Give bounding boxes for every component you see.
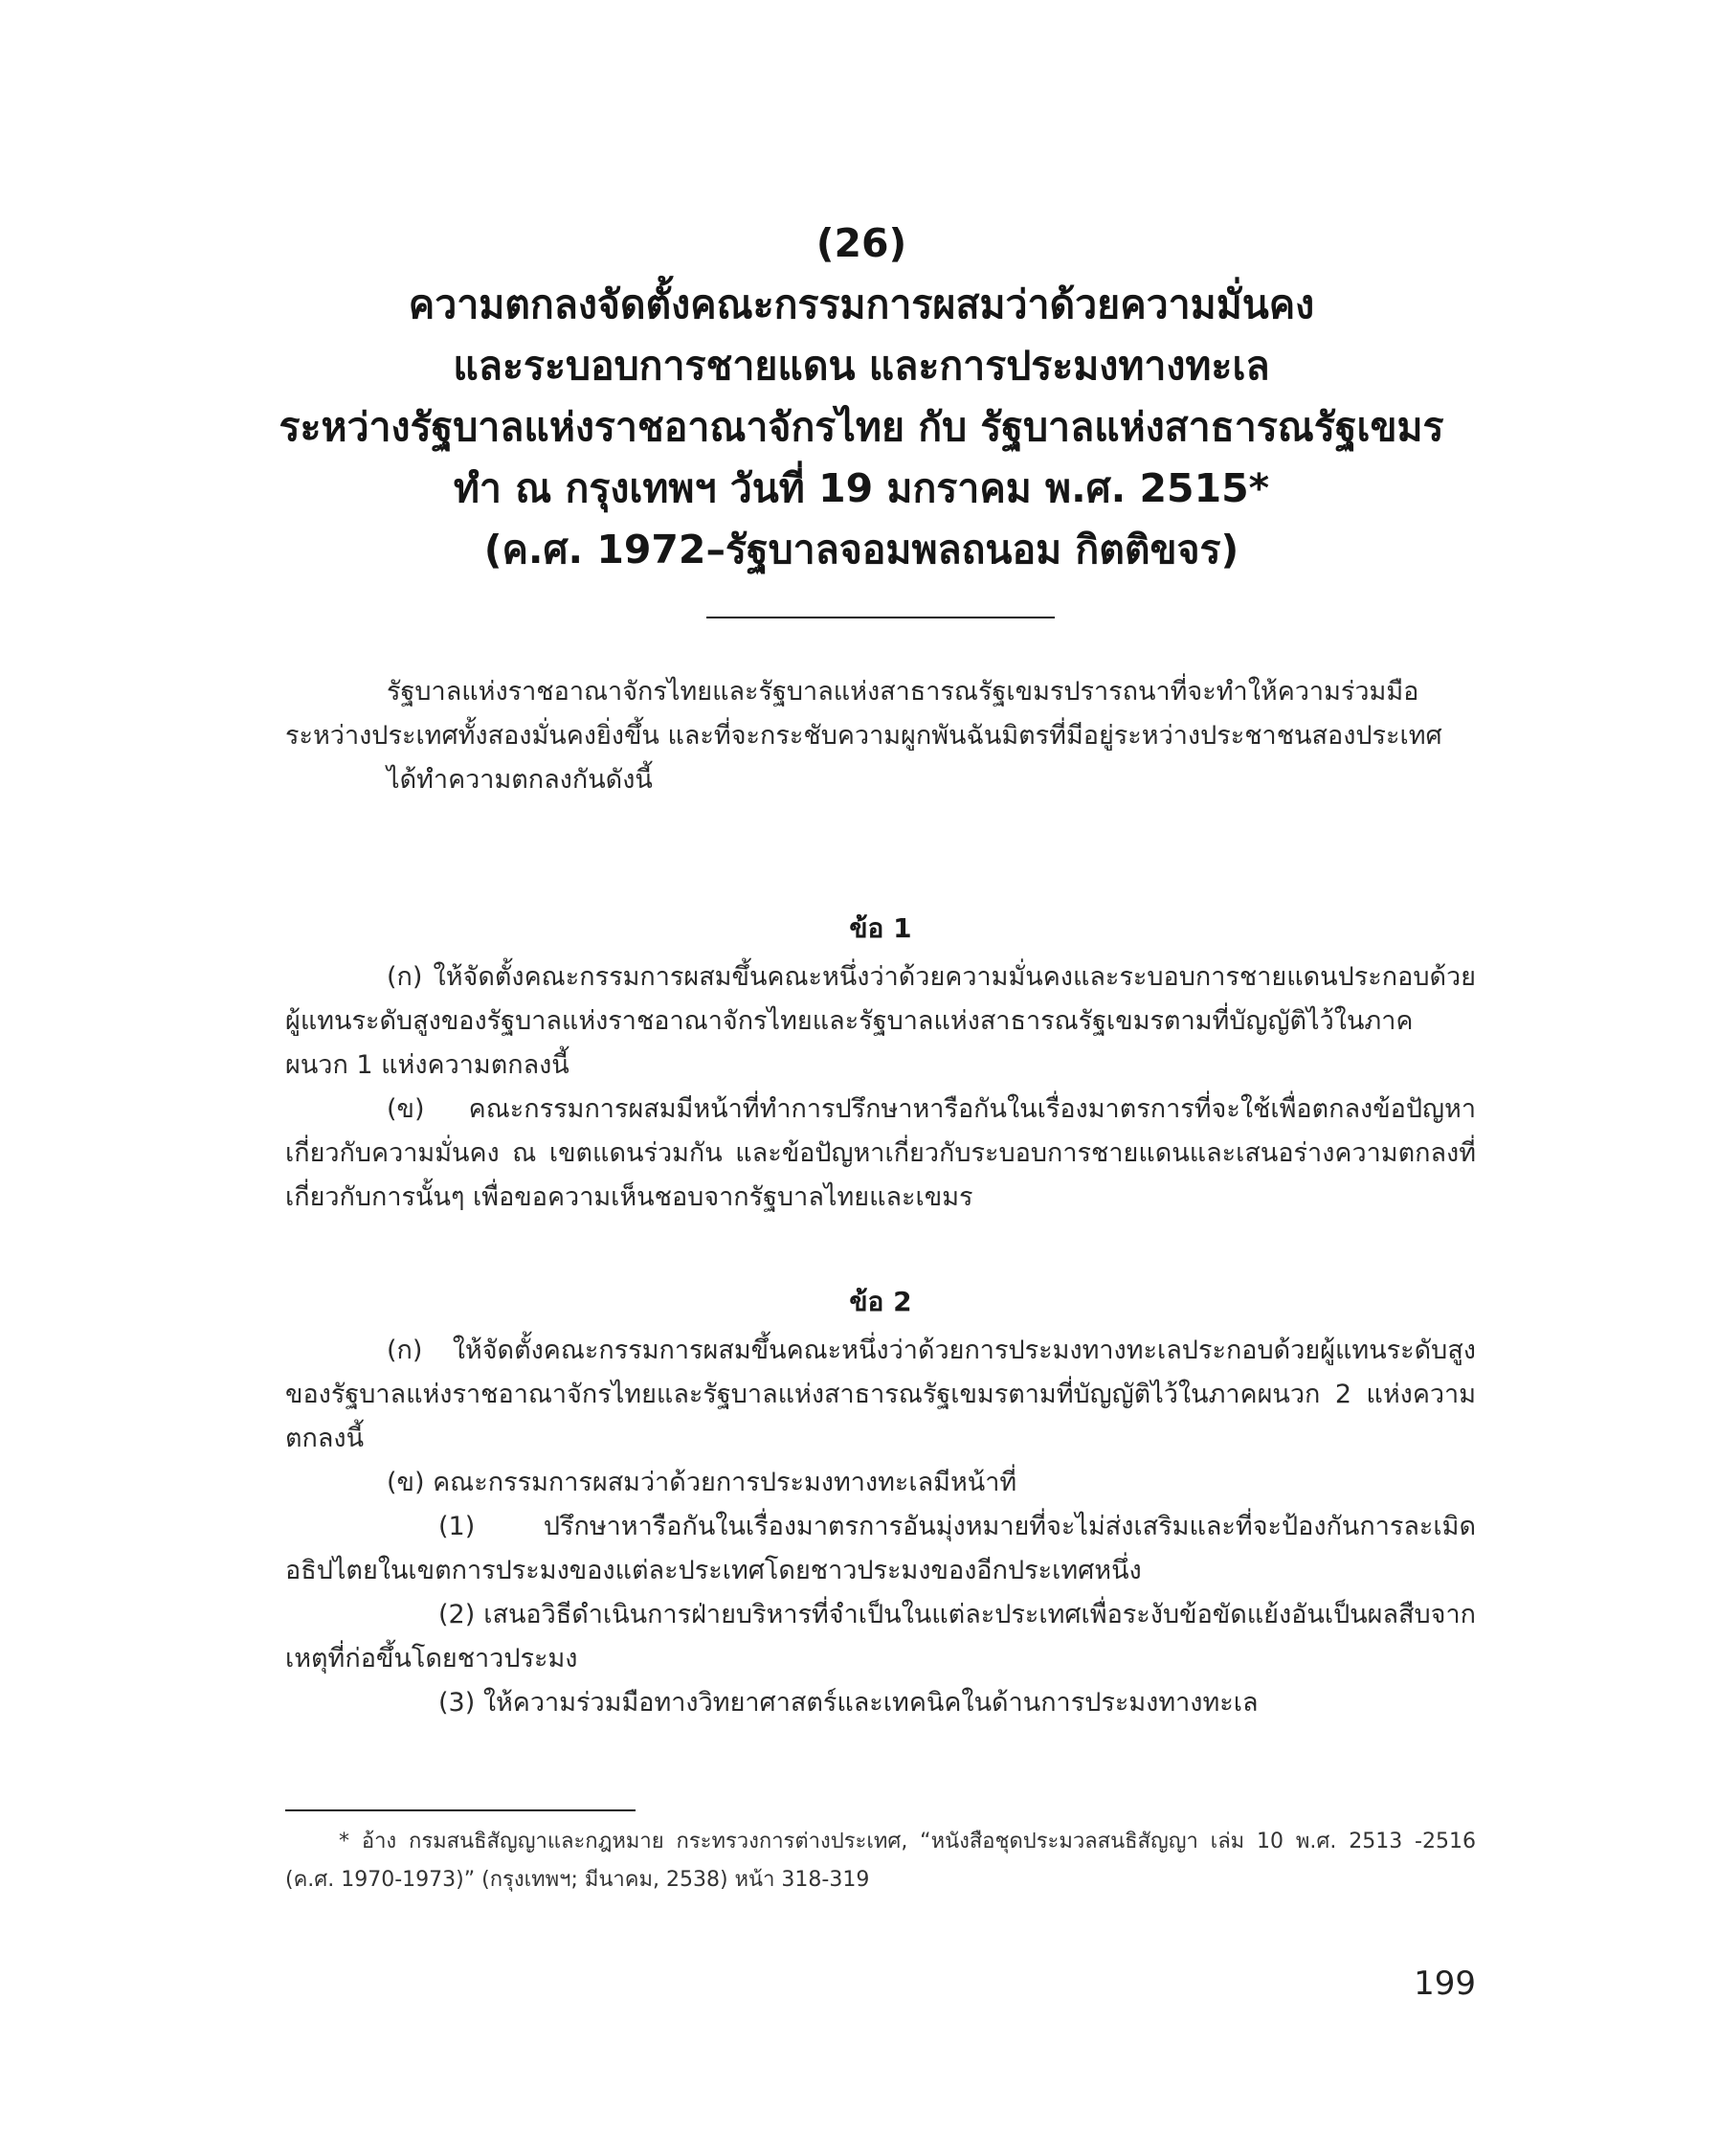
preamble <box>285 670 1476 802</box>
article-2-body <box>285 1329 1476 1725</box>
footnote-divider <box>285 1809 636 1811</box>
article-2-item-2: (2) เสนอวิธีดำเนินการฝ่ายบริหารที่จำเป็นในแต่ละประเทศเพื่อระงับข้อขัดแย้งอันเป็นผลสืบจากเหตุที่ก่อขึ้นโดยชาวประมง <box>285 1600 1476 1673</box>
article-1-body <box>285 955 1476 1220</box>
title-line-2: และระบอบการชายแดน และการประมงทางทะเล <box>453 343 1270 389</box>
article-1-heading: ข้อ 1 <box>849 912 912 944</box>
document-title <box>249 213 1474 580</box>
title-line-3: ระหว่างรัฐบาลแห่งราชอาณาจักรไทย กับ รัฐบาลแห่งสาธารณรัฐเขมร <box>279 404 1444 450</box>
page-number: 199 <box>1414 1965 1476 2003</box>
title-number: (26) <box>815 220 907 266</box>
article-2-item-3: (3) ให้ความร่วมมือทางวิทยาศาสตร์และเทคนิคในด้านการประมงทางทะเล <box>438 1688 1259 1718</box>
article-2-item-1: (1) ปรึกษาหารือกันในเรื่องมาตรการอันมุ่งหมายที่จะไม่ส่งเสริมและที่จะป้องกันการละเมิดอธิปไตยในเขตการประมงของแต่ละประเทศโดยชาวประมงของอีกประเทศหนึ่ง <box>285 1512 1476 1585</box>
title-divider <box>706 617 1055 618</box>
title-line-1: ความตกลงจัดตั้งคณะกรรมการผสมว่าด้วยความมั่นคง <box>408 281 1315 327</box>
article-1-clause-b: (ข) คณะกรรมการผสมมีหน้าที่ทำการปรึกษาหารือกันในเรื่องมาตรการที่จะใช้เพื่อตกลงข้อปัญหาเกี่ยวกับความมั่นคง ณ เขตแดนร่วมกัน และข้อปัญหาเกี่ยวกับระบอบการชายแดนและเสนอร่างความตกลงที่เกี่ยวกับการนั้นๆ เพื่อขอความเห็นชอบจากรัฐบาลไทยและเขมร <box>285 1094 1476 1212</box>
title-line-4: ทำ ณ กรุงเทพฯ วันที่ 19 มกราคม พ.ศ. 2515* <box>453 465 1270 511</box>
title-line-5: (ค.ศ. 1972–รัฐบาลจอมพลถนอม กิตติขจร) <box>483 527 1239 573</box>
preamble-agreed: ได้ทำความตกลงกันดังนี้ <box>387 765 653 795</box>
preamble-paragraph: รัฐบาลแห่งราชอาณาจักรไทยและรัฐบาลแห่งสาธารณรัฐเขมรปรารถนาที่จะทำให้ความร่วมมือระหว่างประเทศทั้งสองมั่นคงยิ่งขึ้น และที่จะกระชับความผูกพันฉันมิตรที่มีอยู่ระหว่างประชาชนสองประเทศ <box>285 677 1442 751</box>
article-2-clause-a: (ก) ให้จัดตั้งคณะกรรมการผสมขึ้นคณะหนึ่งว่าด้วยการประมงทางทะเลประกอบด้วยผู้แทนระดับสูงของรัฐบาลแห่งราชอาณาจักรไทยและรัฐบาลแห่งสาธารณรัฐเขมรตามที่บัญญัติไว้ในภาคผนวก 2 แห่งความตกลงนี้ <box>285 1336 1476 1453</box>
article-1-clause-a: (ก) ให้จัดตั้งคณะกรรมการผสมขึ้นคณะหนึ่งว่าด้วยความมั่นคงและระบอบการชายแดนประกอบด้วยผู้แทนระดับสูงของรัฐบาลแห่งราชอาณาจักรไทยและรัฐบาลแห่งสาธารณรัฐเขมรตามที่บัญญัติไว้ในภาคผนวก 1 แห่งความตกลงนี้ <box>285 962 1476 1080</box>
footnote: * อ้าง กรมสนธิสัญญาและกฎหมาย กระทรวงการต่างประเทศ, “หนังสือชุดประมวลสนธิสัญญา เล่ม 10 พ.ศ. 2513 -2516 (ค.ศ. 1970-1973)” (กรุงเทพฯ; มีนาคม, 2538) หน้า 318-319 <box>285 1830 1476 1892</box>
article-2-heading: ข้อ 2 <box>849 1286 912 1317</box>
article-2-clause-b: (ข) คณะกรรมการผสมว่าด้วยการประมงทางทะเลมีหน้าที่ <box>387 1468 1017 1497</box>
